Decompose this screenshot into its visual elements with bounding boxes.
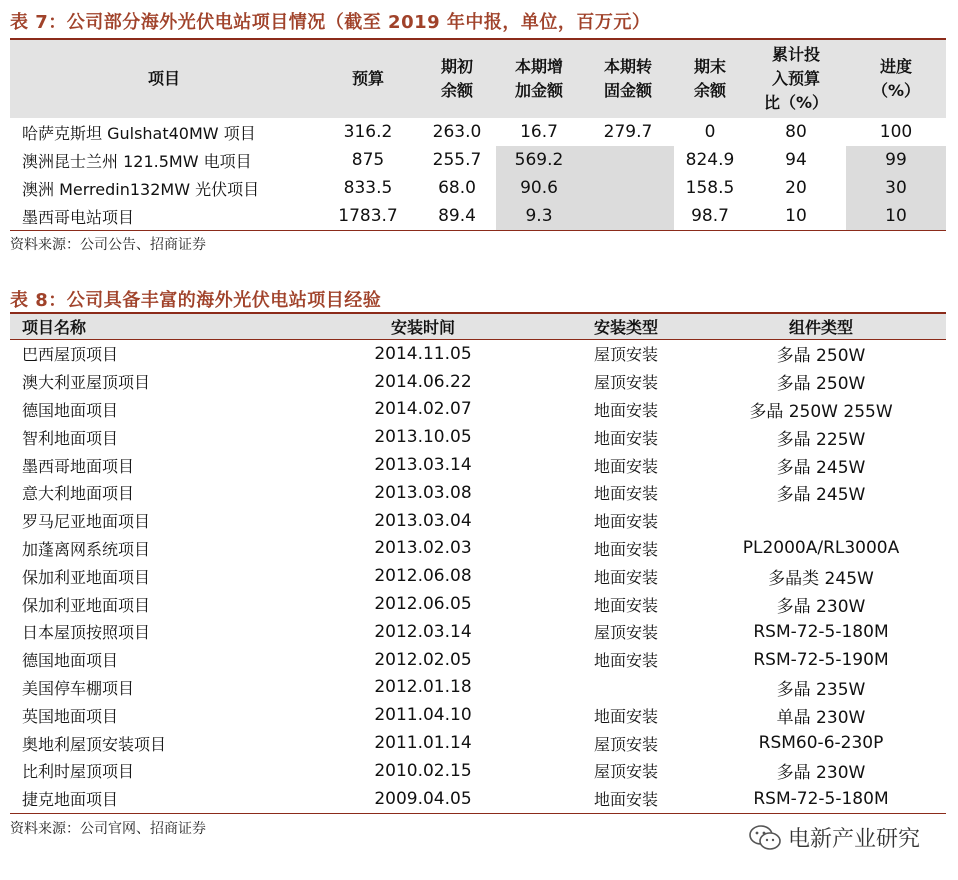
table8-cell: 地面安装 bbox=[593, 651, 658, 671]
table8-row bbox=[10, 479, 946, 507]
table7-header-cell: 预算 bbox=[318, 40, 418, 118]
table8-cell: 多晶 245W bbox=[776, 457, 866, 478]
table7-cell bbox=[582, 146, 674, 174]
table8-cell: 多晶类 245W bbox=[768, 568, 874, 589]
table7-cell: 569.2 bbox=[496, 146, 582, 174]
table8-cell: PL2000A/RL3000A bbox=[742, 538, 900, 559]
table8-cell: RSM-72-5-190M bbox=[753, 649, 889, 670]
table8-cell: 2013.03.04 bbox=[374, 510, 472, 531]
table7-cell: 158.5 bbox=[685, 178, 735, 198]
table8-header-cell: 项目名称 bbox=[10, 314, 290, 340]
table8-cell: 2013.02.03 bbox=[374, 538, 472, 559]
table8-cell: 地面安装 bbox=[593, 539, 658, 559]
table8-row bbox=[10, 785, 946, 813]
table8-cell: 2012.01.18 bbox=[374, 677, 472, 698]
table8-cell: 2013.03.14 bbox=[374, 455, 472, 476]
table8-cell: 德国地面项目 bbox=[22, 651, 119, 671]
table7-cell: 824.9 bbox=[685, 150, 735, 170]
table8-cell: 捷克地面项目 bbox=[10, 785, 290, 813]
table8-cell: 2012.02.05 bbox=[374, 649, 472, 670]
table7-header-cell: 项目 bbox=[10, 40, 318, 118]
table7-header-cell: 进度 （%） bbox=[846, 40, 946, 118]
table8-row bbox=[10, 674, 946, 702]
table8-row bbox=[10, 340, 946, 368]
table7-cell: 10 bbox=[846, 202, 946, 231]
watermark-text: 电新产业研究 bbox=[788, 827, 921, 852]
table7-cell: 20 bbox=[785, 178, 807, 198]
table7-cell bbox=[582, 174, 674, 202]
table7-row bbox=[10, 118, 946, 146]
table8-cell: 地面安装 bbox=[556, 785, 696, 813]
table8-cell: RSM-72-5-180M bbox=[696, 785, 946, 813]
table7-cell: 100 bbox=[879, 122, 913, 142]
table7-cell: 1783.7 bbox=[318, 202, 418, 231]
table8-cell: 多晶 230W bbox=[776, 763, 866, 784]
table8-cell: 智利地面项目 bbox=[22, 428, 119, 448]
table8-cell: 单晶 230W bbox=[776, 707, 866, 728]
table8-row bbox=[10, 757, 946, 785]
table7-header-cell: 期末 余额 bbox=[674, 40, 746, 118]
table8-cell: 2012.03.14 bbox=[374, 621, 472, 642]
table8-cell: 2013.10.05 bbox=[374, 427, 472, 448]
table8-cell: 奥地利屋顶安装项目 bbox=[22, 734, 167, 754]
table8-header-cell: 安装时间 bbox=[290, 314, 556, 340]
table8-cell: 地面安装 bbox=[593, 428, 658, 448]
table7-cell: 16.7 bbox=[520, 122, 558, 142]
table8-cell: 2014.06.22 bbox=[374, 371, 472, 392]
table8-cell: 地面安装 bbox=[593, 706, 658, 726]
table7-header-cell: 期初 余额 bbox=[418, 40, 496, 118]
table7-cell: 263.0 bbox=[432, 122, 482, 142]
table8-cell: 屋顶安装 bbox=[593, 734, 658, 754]
table7-cell: 68.0 bbox=[438, 178, 476, 198]
table7-cell: 澳洲昆士兰州 121.5MW 电项目 bbox=[22, 151, 252, 171]
table8-cell: 墨西哥地面项目 bbox=[22, 456, 135, 476]
table7-cell: 316.2 bbox=[343, 122, 393, 142]
table7-cell: 0 bbox=[704, 122, 716, 142]
table8-cell: 多晶 245W bbox=[776, 485, 866, 506]
table7-cell: 875 bbox=[351, 150, 385, 170]
table8-row bbox=[10, 451, 946, 479]
table7-cell: 255.7 bbox=[432, 150, 482, 170]
table7-cell: 89.4 bbox=[418, 202, 496, 231]
table8 bbox=[10, 314, 946, 814]
table8-cell: 2010.02.15 bbox=[374, 760, 472, 781]
table7-cell: 哈萨克斯坦 Gulshat40MW 项目 bbox=[22, 123, 256, 143]
table8-row bbox=[10, 590, 946, 618]
table8-cell: 美国停车棚项目 bbox=[22, 678, 135, 698]
table8-cell: 地面安装 bbox=[593, 456, 658, 476]
table8-header-cell: 组件类型 bbox=[696, 314, 946, 340]
table8-cell: 地面安装 bbox=[593, 595, 658, 615]
table8-row bbox=[10, 507, 946, 535]
table8-cell: 比利时屋顶项目 bbox=[22, 762, 135, 782]
table8-cell: 2013.03.08 bbox=[374, 482, 472, 503]
table7-cell: 30 bbox=[846, 174, 946, 202]
table7-header-cell: 本期转 固金额 bbox=[582, 40, 674, 118]
table8-cell bbox=[696, 507, 946, 535]
table7-cell: 833.5 bbox=[343, 178, 393, 198]
table8-cell bbox=[556, 674, 696, 702]
table8-cell: 地面安装 bbox=[593, 484, 658, 504]
table8-cell: 保加利亚地面项目 bbox=[22, 567, 151, 587]
table7-cell: 9.3 bbox=[496, 202, 582, 231]
table8-cell: 2014.02.07 bbox=[374, 399, 472, 420]
table8-cell: 保加利亚地面项目 bbox=[22, 595, 151, 615]
table7 bbox=[10, 40, 946, 231]
table8-row bbox=[10, 562, 946, 590]
table8-cell: 多晶 235W bbox=[776, 679, 866, 700]
table7-cell: 墨西哥电站项目 bbox=[10, 202, 318, 231]
table8-cell: 加蓬离网系统项目 bbox=[22, 539, 151, 559]
table8-cell: 2012.06.08 bbox=[374, 566, 472, 587]
table8-row bbox=[10, 701, 946, 729]
table8-cell: 多晶 225W bbox=[776, 429, 866, 450]
table8-cell: 2011.04.10 bbox=[374, 705, 472, 726]
table7-header-cell: 本期增 加金额 bbox=[496, 40, 582, 118]
table7-row bbox=[10, 202, 946, 231]
table8-cell: 多晶 230W bbox=[776, 596, 866, 617]
table7-cell: 澳洲 Merredin132MW 光伏项目 bbox=[22, 179, 260, 199]
table7-cell: 99 bbox=[846, 146, 946, 174]
table7-cell: 80 bbox=[785, 122, 807, 142]
table8-cell: 2012.06.05 bbox=[374, 594, 472, 615]
table8-cell: 地面安装 bbox=[593, 567, 658, 587]
table8-cell: 英国地面项目 bbox=[22, 706, 119, 726]
table7-row bbox=[10, 174, 946, 202]
table8-row bbox=[10, 368, 946, 396]
table8-cell: 地面安装 bbox=[593, 400, 658, 420]
table8-cell: RSM-72-5-180M bbox=[753, 621, 889, 642]
table8-cell: 屋顶安装 bbox=[593, 762, 658, 782]
table8-source: 资料来源：公司官网、招商证券 bbox=[10, 821, 206, 837]
table7-cell: 10 bbox=[746, 202, 846, 231]
table8-cell: 2009.04.05 bbox=[290, 785, 556, 813]
table8-row bbox=[10, 618, 946, 646]
table8-title: 表 8：公司具备丰富的海外光伏电站项目经验 bbox=[10, 290, 382, 311]
table7-row bbox=[10, 146, 946, 174]
table8-cell: 地面安装 bbox=[593, 512, 658, 532]
table8-cell: 德国地面项目 bbox=[22, 400, 119, 420]
table8-cell: 多晶 250W bbox=[776, 346, 866, 367]
table7-cell bbox=[582, 202, 674, 231]
table8-cell: 巴西屋顶项目 bbox=[22, 345, 119, 365]
table8-cell: 多晶 250W 255W bbox=[749, 401, 893, 422]
table7-header-row bbox=[10, 40, 946, 118]
table7-header-cell: 累计投 入预算 比（%） bbox=[746, 40, 846, 118]
table8-cell: 屋顶安装 bbox=[593, 373, 658, 393]
table7-cell: 279.7 bbox=[603, 122, 653, 142]
table8-row bbox=[10, 423, 946, 451]
table8-row bbox=[10, 646, 946, 674]
table7-cell: 94 bbox=[785, 150, 807, 170]
table8-cell: 屋顶安装 bbox=[593, 623, 658, 643]
table8-header-cell: 安装类型 bbox=[556, 314, 696, 340]
table8-row bbox=[10, 535, 946, 563]
table8-cell: RSM60-6-230P bbox=[758, 733, 884, 754]
table8-cell: 2011.01.14 bbox=[374, 733, 472, 754]
table8-cell: 日本屋顶按照项目 bbox=[22, 623, 151, 643]
table8-cell: 2014.11.05 bbox=[374, 343, 472, 364]
table8-cell: 澳大利亚屋顶项目 bbox=[22, 373, 151, 393]
table7-source: 资料来源：公司公告、招商证券 bbox=[10, 237, 206, 253]
table8-row bbox=[10, 729, 946, 757]
table7-title: 表 7：公司部分海外光伏电站项目情况（截至 2019 年中报，单位，百万元） bbox=[10, 12, 651, 33]
table7-cell: 90.6 bbox=[496, 174, 582, 202]
wechat-icon bbox=[748, 824, 782, 852]
table8-header-row bbox=[10, 314, 946, 340]
table8-cell: 罗马尼亚地面项目 bbox=[22, 512, 151, 532]
table8-cell: 多晶 250W bbox=[776, 374, 866, 395]
table8-cell: 意大利地面项目 bbox=[22, 484, 135, 504]
table8-row bbox=[10, 396, 946, 424]
table7-cell: 98.7 bbox=[674, 202, 746, 231]
watermark bbox=[748, 822, 920, 853]
table8-cell: 屋顶安装 bbox=[593, 345, 658, 365]
